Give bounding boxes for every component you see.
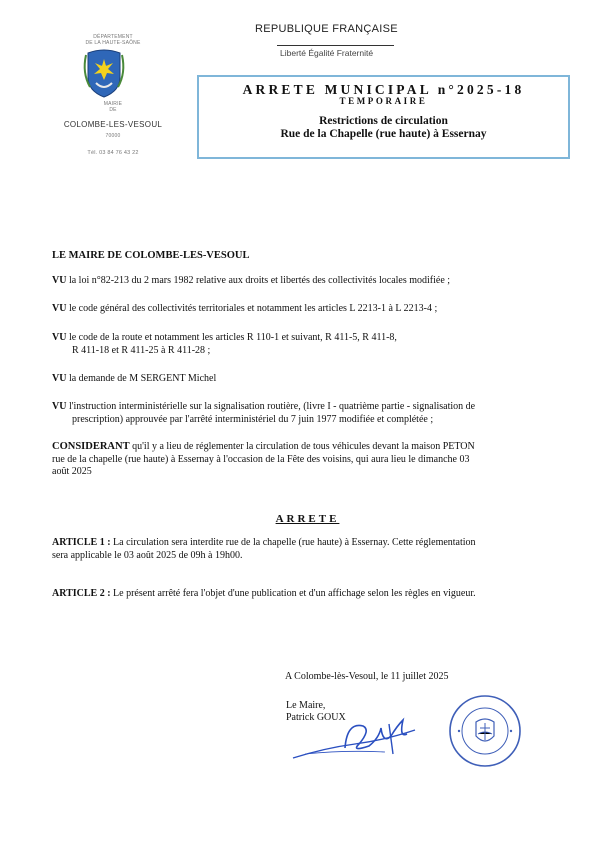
department-name: DE LA HAUTE-SAÔNE — [85, 40, 141, 46]
vu-label: VU — [52, 332, 67, 343]
motto: Liberté Égalité Fraternité — [280, 48, 374, 58]
signature-icon — [285, 708, 445, 775]
mairie-stamp-icon — [448, 694, 522, 773]
decree-object: Restrictions de circulation — [319, 115, 448, 127]
maire-heading: LE MAIRE DE COLOMBE-LES-VESOUL — [52, 250, 250, 261]
republic-heading: REPUBLIQUE FRANÇAISE — [255, 23, 398, 35]
vu-paragraph-5 — [52, 401, 475, 426]
vu-text: le code de la route et notamment les articles R 110-1 et suivant, R 411-5, R 411-8, — [68, 332, 397, 343]
vu-text: l'instruction interministérielle sur la signalisation routière, (livre I - quatrième partie - signalisation de — [68, 401, 476, 412]
mairie-label: MAIRIE — [103, 101, 123, 107]
vu-text-continued: prescription) approuvée par l'arrêté interministériel du 7 juin 1977 modifiée et complétée ; — [72, 413, 434, 425]
decree-title: ARRETE MUNICIPAL n°2025-18 — [242, 82, 525, 97]
article-2 — [52, 588, 476, 601]
coat-of-arms-icon — [80, 47, 128, 104]
vu-paragraph-3 — [52, 332, 397, 357]
vu-text: la demande de M SERGENT Michel — [68, 373, 217, 384]
commune-name: COLOMBE-LES-VESOUL — [63, 120, 163, 129]
coat-caption-top — [68, 34, 158, 46]
title-box — [197, 75, 570, 159]
vu-label: VU — [52, 275, 67, 286]
heading-divider — [277, 45, 394, 46]
signatory-role: Le Maire, — [286, 700, 326, 711]
considerant-label: CONSIDERANT — [52, 441, 130, 452]
vu-paragraph-1 — [52, 275, 450, 288]
signatory-name: Patrick GOUX — [286, 712, 346, 723]
vu-paragraph-2 — [52, 303, 437, 316]
vu-text: la loi n°82-213 du 2 mars 1982 relative aux droits et libertés des collectivités locales modifiée ; — [68, 275, 451, 286]
department-label: DÉPARTEMENT — [93, 34, 133, 40]
postcode: 70000 — [105, 133, 121, 139]
vu-paragraph-4 — [52, 373, 216, 386]
vu-label: VU — [52, 401, 67, 412]
coat-caption-mid — [68, 101, 158, 113]
de-label: DE — [109, 107, 117, 113]
vu-label: VU — [52, 303, 67, 314]
article-label: ARTICLE 1 : — [52, 537, 111, 548]
vu-label: VU — [52, 373, 67, 384]
decree-location: Rue de la Chapelle (rue haute) à Essernay — [280, 128, 487, 140]
article-text: La circulation sera interdite rue de la chapelle (rue haute) à Essernay. Cette réglementation — [113, 537, 476, 548]
considerant-text: qu'il y a lieu de réglementer la circulation de tous véhicules devant la maison PETON — [132, 441, 475, 452]
article-text-2: sera applicable le 03 août 2025 de 09h à 19h00. — [52, 549, 243, 561]
considerant-paragraph — [52, 441, 475, 479]
article-1 — [52, 537, 476, 562]
arrete-heading: ARRETE — [275, 513, 340, 525]
considerant-text-3: août 2025 — [52, 466, 92, 477]
arrete-heading-wrap — [0, 509, 595, 527]
vu-text: le code général des collectivités territoriales et notamment les articles L 2213-1 à L 2213-4 ; — [68, 303, 438, 314]
considerant-text-2: rue de la chapelle (rue haute) à Essernay à l'occasion de la Fête des voisins, qui aura lieu le dimanche 03 — [52, 453, 470, 465]
place-date: A Colombe-lès-Vesoul, le 11 juillet 2025 — [285, 671, 449, 682]
article-text: Le présent arrêté fera l'objet d'une publication et d'un affichage selon les règles en vigueur. — [113, 588, 476, 599]
contact-line: Tél. 03 84 76 43 22 — [87, 150, 139, 156]
article-label: ARTICLE 2 : — [52, 588, 111, 599]
vu-text-continued: R 411-18 et R 411-25 à R 411-28 ; — [72, 344, 211, 356]
decree-subtitle: TEMPORAIRE — [339, 96, 428, 106]
